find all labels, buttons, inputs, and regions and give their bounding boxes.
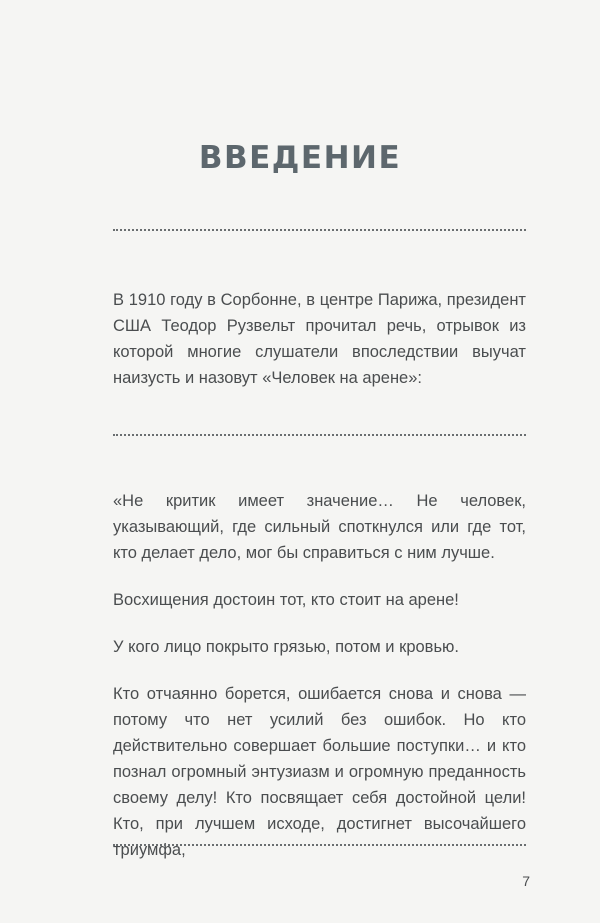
intro-text: В 1910 году в Сорбонне, в центре Парижа, президент США Теодор Рузвельт прочитал речь, отрывок из которой многие слушатели впоследствии выучат наизусть и назовут «Человек на арене»:	[113, 291, 526, 387]
page-number: 7	[522, 873, 530, 889]
quote-paragraph-1: «Не критик имеет значение… Не человек, указывающий, где сильный споткнулся или где тот, кто делает дело, мог бы справиться с ним лучше.	[113, 492, 526, 562]
chapter-title: ВВЕДЕНИЕ	[198, 140, 402, 176]
quote-paragraph-4: Кто отчаянно борется, ошибается снова и снова — потому что нет усилий без ошибок. Но кто действительно совершает большие поступки… и кто познал огромный энтузиазм и огромную преданность своему делу! Кто посвящает себя достойной цели! Кто, при лучшем исходе, достигнет высочайшего триумфа,	[113, 685, 526, 859]
quote-block	[113, 488, 526, 884]
quote-paragraph-2: Восхищения достоин тот, кто стоит на арене!	[113, 591, 459, 609]
divider-bottom	[113, 844, 526, 846]
divider-middle	[113, 434, 526, 436]
quote-paragraph-3: У кого лицо покрыто грязью, потом и кровью.	[113, 638, 460, 656]
intro-paragraph	[113, 287, 526, 412]
divider-top	[113, 229, 526, 231]
